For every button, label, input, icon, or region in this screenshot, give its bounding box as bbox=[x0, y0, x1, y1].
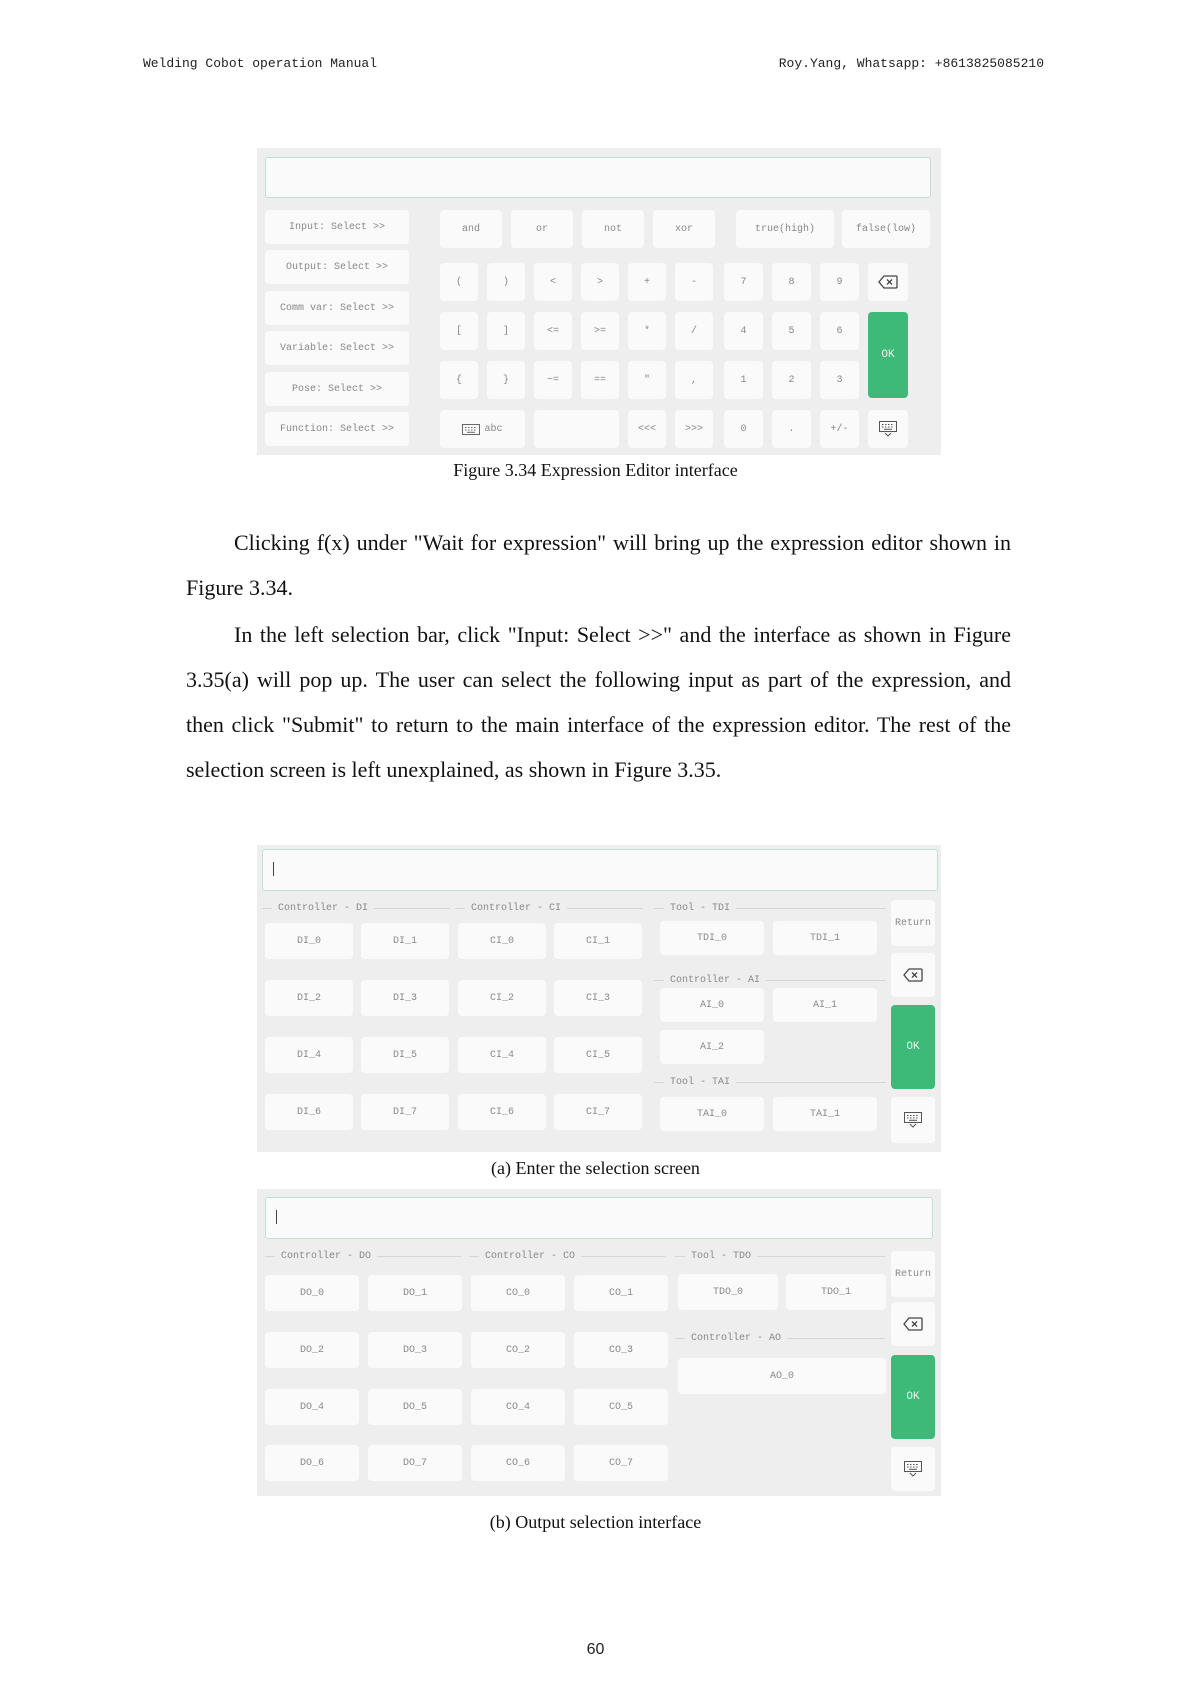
open-bracket-key[interactable]: [ bbox=[440, 312, 478, 350]
quote-key[interactable]: " bbox=[628, 361, 666, 399]
di-7-button[interactable]: DI_7 bbox=[361, 1094, 449, 1130]
section-label: Controller - CO bbox=[485, 1251, 576, 1262]
multiply-key[interactable]: * bbox=[628, 312, 666, 350]
paragraph-1-text: Clicking f(x) under "Wait for expression" will bring up the expression editor shown in Figure 3.34. bbox=[186, 530, 1011, 600]
return-button[interactable]: Return bbox=[891, 1251, 935, 1297]
backspace-button[interactable] bbox=[891, 1302, 935, 1346]
xor-key[interactable]: xor bbox=[653, 210, 715, 248]
do-0-button[interactable]: DO_0 bbox=[265, 1275, 359, 1311]
co-1-button[interactable]: CO_1 bbox=[574, 1275, 668, 1311]
digit-8-key[interactable]: 8 bbox=[772, 263, 811, 301]
di-0-button[interactable]: DI_0 bbox=[265, 923, 353, 959]
input-select-button[interactable]: Input: Select >> bbox=[265, 210, 409, 244]
digit-1-key[interactable]: 1 bbox=[724, 361, 763, 399]
section-controller-di bbox=[262, 903, 450, 914]
cursor-right-key[interactable]: >>> bbox=[675, 410, 713, 448]
section-controller-co bbox=[469, 1251, 665, 1262]
figure-335b-caption: (b) Output selection interface bbox=[489, 1512, 702, 1532]
keyboard-icon bbox=[462, 424, 480, 435]
cursor-left-key[interactable]: <<< bbox=[628, 410, 666, 448]
tdi-1-button[interactable]: TDI_1 bbox=[773, 921, 877, 955]
decimal-point-key[interactable]: . bbox=[772, 410, 811, 448]
tai-0-button[interactable]: TAI_0 bbox=[660, 1097, 764, 1131]
ci-3-button[interactable]: CI_3 bbox=[554, 980, 642, 1016]
figure-expression-editor bbox=[257, 148, 941, 455]
ci-5-button[interactable]: CI_5 bbox=[554, 1037, 642, 1073]
do-7-button[interactable]: DO_7 bbox=[368, 1445, 462, 1481]
co-6-button[interactable]: CO_6 bbox=[471, 1445, 565, 1481]
di-2-button[interactable]: DI_2 bbox=[265, 980, 353, 1016]
less-equal-key[interactable]: <= bbox=[534, 312, 572, 350]
function-select-button[interactable]: Function: Select >> bbox=[265, 412, 409, 446]
section-tool-tdi bbox=[654, 903, 886, 914]
do-1-button[interactable]: DO_1 bbox=[368, 1275, 462, 1311]
hide-keyboard-button[interactable] bbox=[891, 1097, 935, 1143]
abc-keyboard-key[interactable] bbox=[440, 410, 525, 448]
and-key[interactable]: and bbox=[440, 210, 502, 248]
section-label: Controller - AI bbox=[670, 975, 761, 986]
do-2-button[interactable]: DO_2 bbox=[265, 1332, 359, 1368]
output-select-button[interactable]: Output: Select >> bbox=[265, 250, 409, 284]
tdi-0-button[interactable]: TDI_0 bbox=[660, 921, 764, 955]
ai-2-button[interactable]: AI_2 bbox=[660, 1030, 764, 1064]
close-brace-key[interactable]: } bbox=[487, 361, 525, 399]
ok-button[interactable]: OK bbox=[891, 1005, 935, 1089]
di-4-button[interactable]: DI_4 bbox=[265, 1037, 353, 1073]
section-tool-tai bbox=[654, 1077, 886, 1088]
divide-key[interactable]: / bbox=[675, 312, 713, 350]
section-controller-ao bbox=[675, 1333, 885, 1344]
figure-input-selection bbox=[257, 845, 941, 1152]
tai-1-button[interactable]: TAI_1 bbox=[773, 1097, 877, 1131]
backspace-button[interactable] bbox=[891, 953, 935, 997]
not-equal-key[interactable]: ~= bbox=[534, 361, 572, 399]
space-key[interactable] bbox=[534, 410, 619, 448]
ci-4-button[interactable]: CI_4 bbox=[458, 1037, 546, 1073]
hide-keyboard-key[interactable] bbox=[868, 410, 908, 448]
or-key[interactable]: or bbox=[511, 210, 573, 248]
return-button[interactable]: Return bbox=[891, 900, 935, 946]
paragraph-2-text: In the left selection bar, click "Input: Select >>" and the interface as shown in Figure 3.35(a) will pop up. The user can select the following input as part of the expression, and then click "Submit" to return to the main interface of the expression editor. The rest of the selection screen is left unexplained, as shown in Figure 3.35. bbox=[186, 622, 1011, 782]
co-2-button[interactable]: CO_2 bbox=[471, 1332, 565, 1368]
digit-5-key[interactable]: 5 bbox=[772, 312, 811, 350]
ci-2-button[interactable]: CI_2 bbox=[458, 980, 546, 1016]
section-label: Tool - TDO bbox=[691, 1251, 752, 1262]
paragraph-2 bbox=[186, 612, 1011, 792]
di-5-button[interactable]: DI_5 bbox=[361, 1037, 449, 1073]
co-4-button[interactable]: CO_4 bbox=[471, 1389, 565, 1425]
not-key[interactable]: not bbox=[582, 210, 644, 248]
keyboard-hide-icon bbox=[904, 1461, 922, 1477]
do-5-button[interactable]: DO_5 bbox=[368, 1389, 462, 1425]
close-bracket-key[interactable]: ] bbox=[487, 312, 525, 350]
backspace-icon bbox=[903, 968, 923, 982]
di-3-button[interactable]: DI_3 bbox=[361, 980, 449, 1016]
ai-0-button[interactable]: AI_0 bbox=[660, 988, 764, 1022]
less-than-key[interactable]: < bbox=[534, 263, 572, 301]
co-0-button[interactable]: CO_0 bbox=[471, 1275, 565, 1311]
paragraph-1 bbox=[186, 520, 1011, 610]
text-caret bbox=[276, 1210, 277, 1224]
di-6-button[interactable]: DI_6 bbox=[265, 1094, 353, 1130]
backspace-icon bbox=[903, 1317, 923, 1331]
text-caret bbox=[273, 862, 274, 876]
digit-4-key[interactable]: 4 bbox=[724, 312, 763, 350]
figure-335a-caption: (a) Enter the selection screen bbox=[491, 1158, 700, 1178]
keyboard-hide-icon bbox=[879, 421, 897, 437]
figure-334-caption: Figure 3.34 Expression Editor interface bbox=[453, 460, 738, 480]
minus-key[interactable]: - bbox=[675, 263, 713, 301]
section-controller-ci bbox=[455, 903, 643, 914]
section-controller-do bbox=[265, 1251, 461, 1262]
comm-var-select-button[interactable]: Comm var: Select >> bbox=[265, 291, 409, 325]
section-label: Controller - AO bbox=[691, 1333, 782, 1344]
tdo-0-button[interactable]: TDO_0 bbox=[678, 1274, 778, 1310]
page-number: 60 bbox=[586, 1641, 605, 1658]
digit-2-key[interactable]: 2 bbox=[772, 361, 811, 399]
digit-0-key[interactable]: 0 bbox=[724, 410, 763, 448]
ai-1-button[interactable]: AI_1 bbox=[773, 988, 877, 1022]
ok-button[interactable]: OK bbox=[891, 1355, 935, 1439]
sign-toggle-key[interactable]: +/- bbox=[820, 410, 859, 448]
section-tool-tdo bbox=[675, 1251, 885, 1262]
greater-than-key[interactable]: > bbox=[581, 263, 619, 301]
ci-7-button[interactable]: CI_7 bbox=[554, 1094, 642, 1130]
section-label: Tool - TDI bbox=[670, 903, 731, 914]
expression-input-b[interactable] bbox=[265, 1197, 933, 1239]
hide-keyboard-button[interactable] bbox=[891, 1447, 935, 1491]
digit-6-key[interactable]: 6 bbox=[820, 312, 859, 350]
variable-select-button[interactable]: Variable: Select >> bbox=[265, 331, 409, 365]
co-3-button[interactable]: CO_3 bbox=[574, 1332, 668, 1368]
section-label: Tool - TAI bbox=[670, 1077, 731, 1088]
backspace-key[interactable] bbox=[868, 263, 908, 301]
false-low-key[interactable]: false(low) bbox=[842, 210, 930, 248]
backspace-icon bbox=[878, 275, 898, 289]
tdo-1-button[interactable]: TDO_1 bbox=[786, 1274, 886, 1310]
digit-3-key[interactable]: 3 bbox=[820, 361, 859, 399]
open-brace-key[interactable]: { bbox=[440, 361, 478, 399]
co-5-button[interactable]: CO_5 bbox=[574, 1389, 668, 1425]
ci-1-button[interactable]: CI_1 bbox=[554, 923, 642, 959]
true-high-key[interactable]: true(high) bbox=[736, 210, 834, 248]
co-7-button[interactable]: CO_7 bbox=[574, 1445, 668, 1481]
do-6-button[interactable]: DO_6 bbox=[265, 1445, 359, 1481]
abc-label: abc bbox=[484, 423, 503, 435]
comma-key[interactable]: , bbox=[675, 361, 713, 399]
section-controller-ai bbox=[654, 975, 886, 986]
header-contact: Roy.Yang, Whatsapp: +8613825085210 bbox=[778, 56, 1044, 71]
ao-0-button[interactable]: AO_0 bbox=[678, 1358, 886, 1394]
expression-input-a[interactable] bbox=[262, 849, 938, 891]
keyboard-hide-icon bbox=[904, 1112, 922, 1128]
digit-9-key[interactable]: 9 bbox=[820, 263, 859, 301]
expression-input[interactable] bbox=[265, 157, 931, 198]
open-paren-key[interactable]: ( bbox=[440, 263, 478, 301]
header-title: Welding Cobot operation Manual bbox=[143, 56, 378, 71]
close-paren-key[interactable]: ) bbox=[487, 263, 525, 301]
ci-6-button[interactable]: CI_6 bbox=[458, 1094, 546, 1130]
pose-select-button[interactable]: Pose: Select >> bbox=[265, 372, 409, 406]
figure-output-selection bbox=[257, 1189, 941, 1496]
di-1-button[interactable]: DI_1 bbox=[361, 923, 449, 959]
equal-key[interactable]: == bbox=[581, 361, 619, 399]
ci-0-button[interactable]: CI_0 bbox=[458, 923, 546, 959]
ok-button[interactable]: OK bbox=[868, 312, 908, 398]
do-3-button[interactable]: DO_3 bbox=[368, 1332, 462, 1368]
section-label: Controller - CI bbox=[471, 903, 562, 914]
digit-7-key[interactable]: 7 bbox=[724, 263, 763, 301]
section-label: Controller - DI bbox=[278, 903, 369, 914]
plus-key[interactable]: + bbox=[628, 263, 666, 301]
section-label: Controller - DO bbox=[281, 1251, 372, 1262]
greater-equal-key[interactable]: >= bbox=[581, 312, 619, 350]
do-4-button[interactable]: DO_4 bbox=[265, 1389, 359, 1425]
